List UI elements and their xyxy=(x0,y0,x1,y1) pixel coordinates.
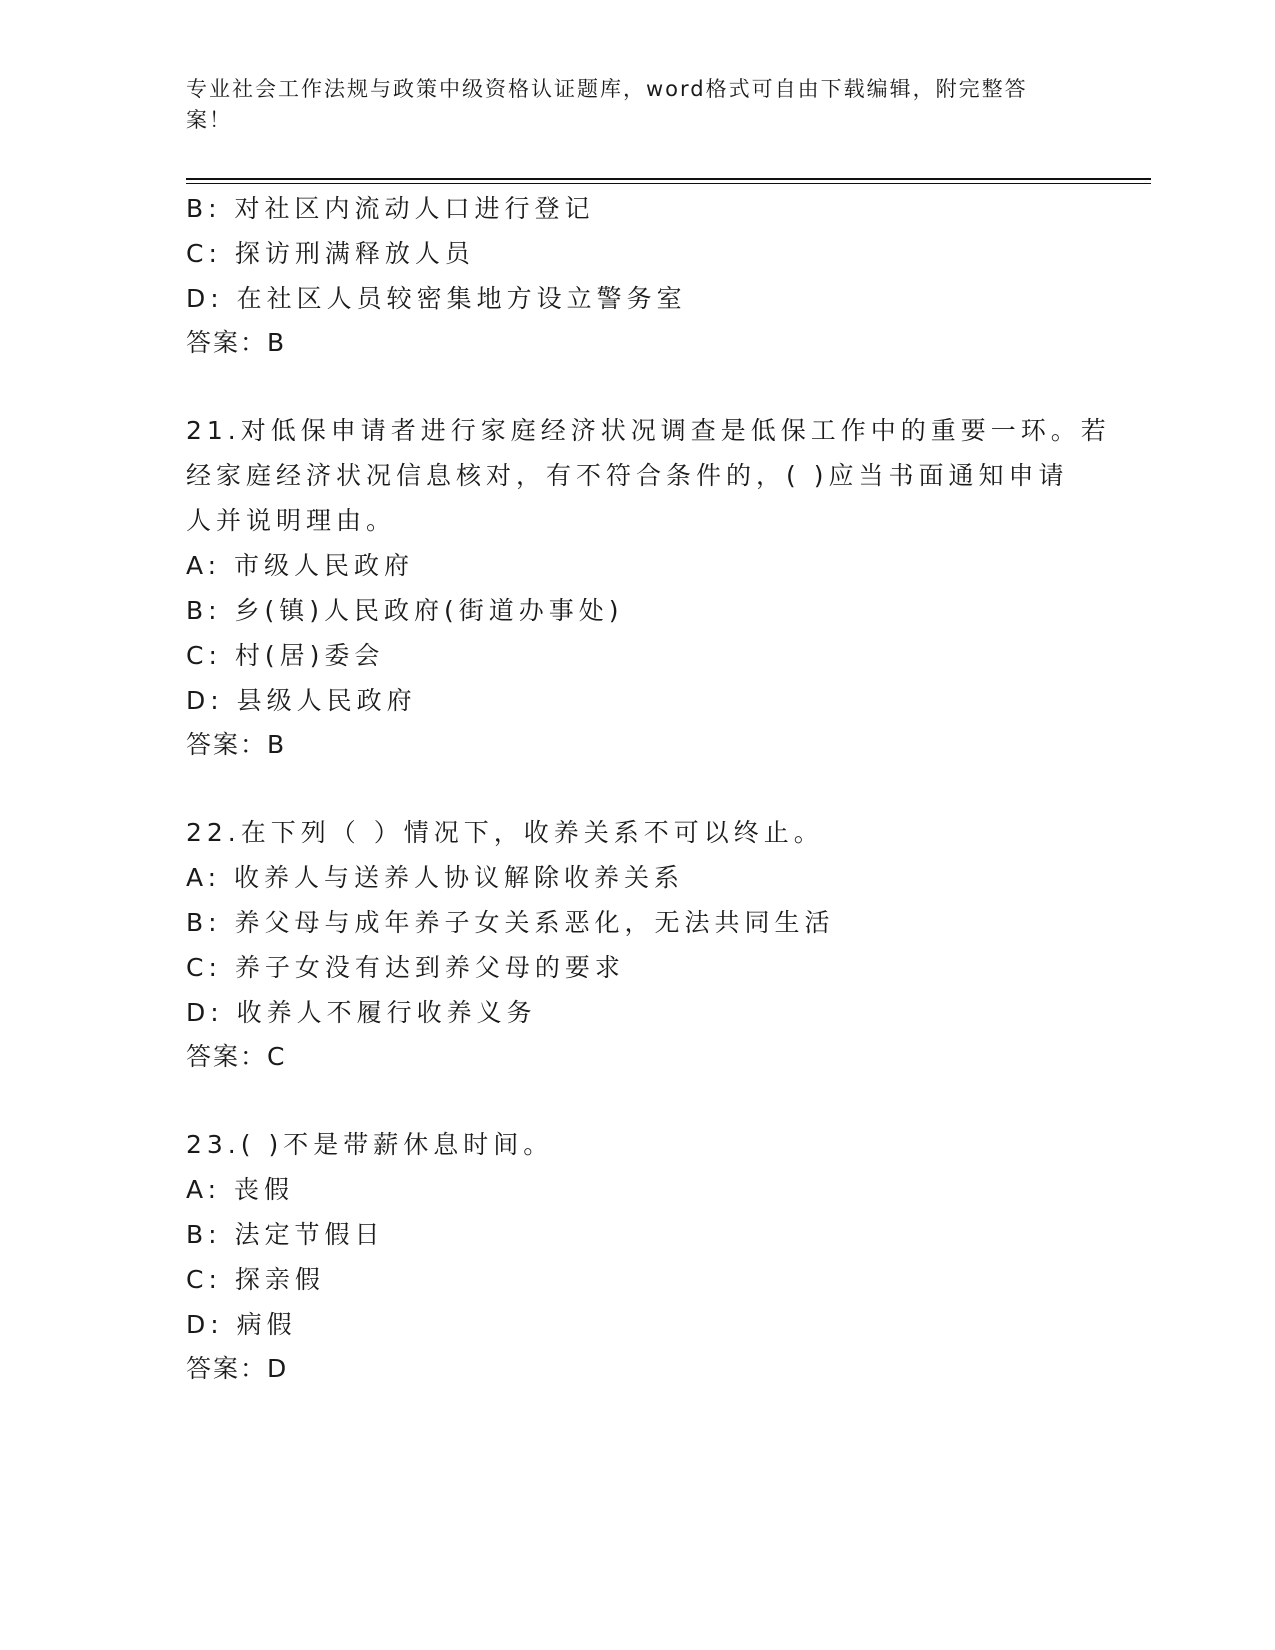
header-divider xyxy=(186,178,1151,180)
option-d: D: 收养人不履行收养义务 xyxy=(186,998,537,1027)
option-c: C: 村(居)委会 xyxy=(186,641,385,670)
option-a: A: 市级人民政府 xyxy=(186,551,415,580)
option-b: B: 养父母与成年养子女关系恶化，无法共同生活 xyxy=(186,908,835,937)
answer: 答案：D xyxy=(186,1354,289,1383)
option-a: A: 收养人与送养人协议解除收养关系 xyxy=(186,863,685,892)
option-b: B: 法定节假日 xyxy=(186,1220,385,1249)
answer: 答案：C xyxy=(186,1042,287,1071)
option-b: B: 乡(镇)人民政府(街道办事处) xyxy=(186,596,624,625)
option-c: C: 探访刑满释放人员 xyxy=(186,239,475,268)
question-21-line-2: 经家庭经济状况信息核对，有不符合条件的，( )应当书面通知申请 xyxy=(186,461,1069,490)
answer: 答案：B xyxy=(186,328,287,357)
option-d: D: 病假 xyxy=(186,1310,297,1339)
header-divider-thin xyxy=(186,183,1151,184)
option-b: B: 对社区内流动人口进行登记 xyxy=(186,194,595,223)
option-c: C: 养子女没有达到养父母的要求 xyxy=(186,953,625,982)
option-d: D: 在社区人员较密集地方设立警务室 xyxy=(186,284,687,313)
question-23: 23.( )不是带薪休息时间。 xyxy=(186,1130,554,1159)
question-22: 22.在下列（ ）情况下，收养关系不可以终止。 xyxy=(186,818,824,847)
option-a: A: 丧假 xyxy=(186,1175,295,1204)
question-21-line-1: 21.对低保申请者进行家庭经济状况调查是低保工作中的重要一环。若 xyxy=(186,416,1111,445)
option-c: C: 探亲假 xyxy=(186,1265,325,1294)
answer: 答案：B xyxy=(186,730,287,759)
document-header: 专业社会工作法规与政策中级资格认证题库，word格式可自由下载编辑，附完整答案！ xyxy=(186,77,1028,132)
question-21-line-3: 人并说明理由。 xyxy=(186,506,397,535)
option-d: D: 县级人民政府 xyxy=(186,686,417,715)
